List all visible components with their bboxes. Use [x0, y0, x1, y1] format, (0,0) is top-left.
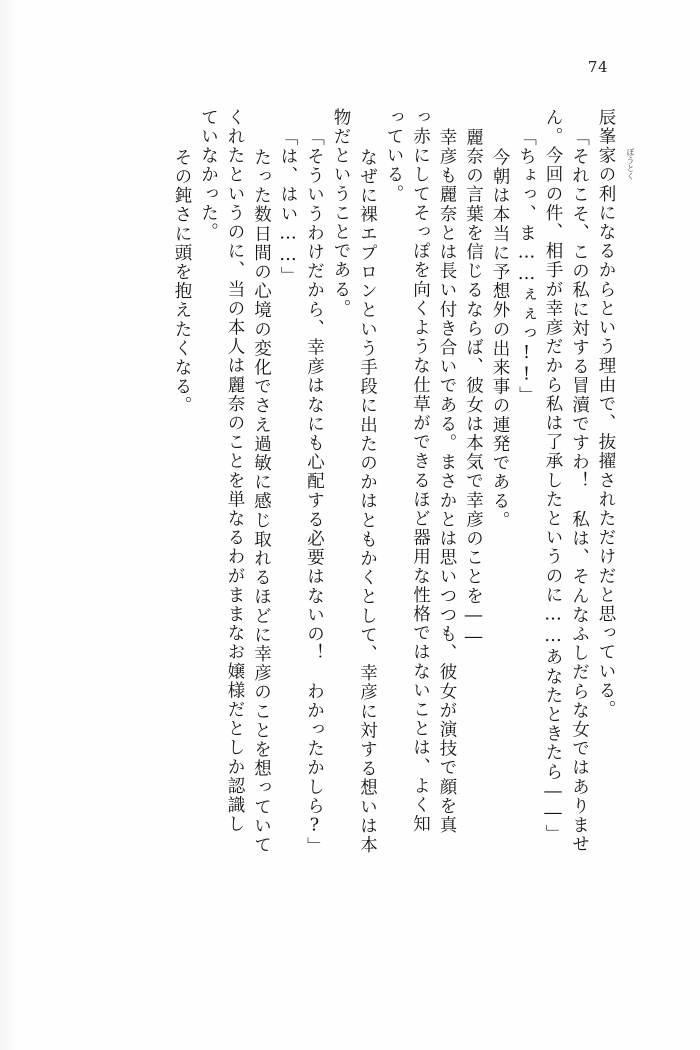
page-number: 74 [587, 58, 608, 76]
text-column: 幸彦も麗奈とは長い付き合いである。まさかとは思いつつも、彼女が演技で顔を真 [437, 128, 457, 835]
text-column: くれたというのに、当の本人は麗奈のことを単なるわがままなお嬢様だとしか認識し [225, 108, 245, 834]
text-column: なぜに裸エプロンという手段に出たのかはともかくとして、幸彦に対する想いは本 [357, 148, 378, 855]
text-column: 「それこそ、この私に対する冒瀆ですわ！ 私は、そんなふしだらな女ではありませ [569, 128, 590, 854]
text-column: っ赤にしてそっぽを向くような仕草ができるほど器用な性格ではないことは、よく知 [410, 108, 431, 834]
text-column: ていなかった。 [198, 108, 219, 242]
text-column: その鈍さに頭を抱えたくなる。 [172, 148, 192, 416]
text-column: 麗奈の言葉を信じるならば、彼女は本気で幸彦のことを―― [463, 128, 484, 649]
text-column: っている。 [384, 108, 404, 204]
text-column: たった数日間の心境の変化でさえ過敏に感じ取れるほどに幸彦のことを想っていて [251, 148, 272, 855]
text-column: 「は、はい……」 [278, 128, 298, 286]
text-column: ん。今回の件、相手が幸彦だから私は了承したというのに……あなたときたら――」 [543, 108, 563, 844]
text-column: 「そういうわけだから、幸彦はなにも心配する必要はないの！ わかったかしら?」 [304, 128, 325, 857]
text-column: 物だということである。 [331, 108, 351, 319]
text-column: 辰峯家の利になるからという理由で、抜擢されただけだと思っている。 [596, 108, 616, 720]
text-column: 今朝は本当に予想外の出来事の連発である。 [490, 148, 510, 530]
text-column: 「ちょっ、ま……ぇぇっ!!」 [516, 128, 537, 406]
vertical-text-block [62, 108, 614, 968]
page-edge-shadow [0, 0, 18, 1050]
ruby-annotation: ぼうとく [626, 148, 635, 180]
